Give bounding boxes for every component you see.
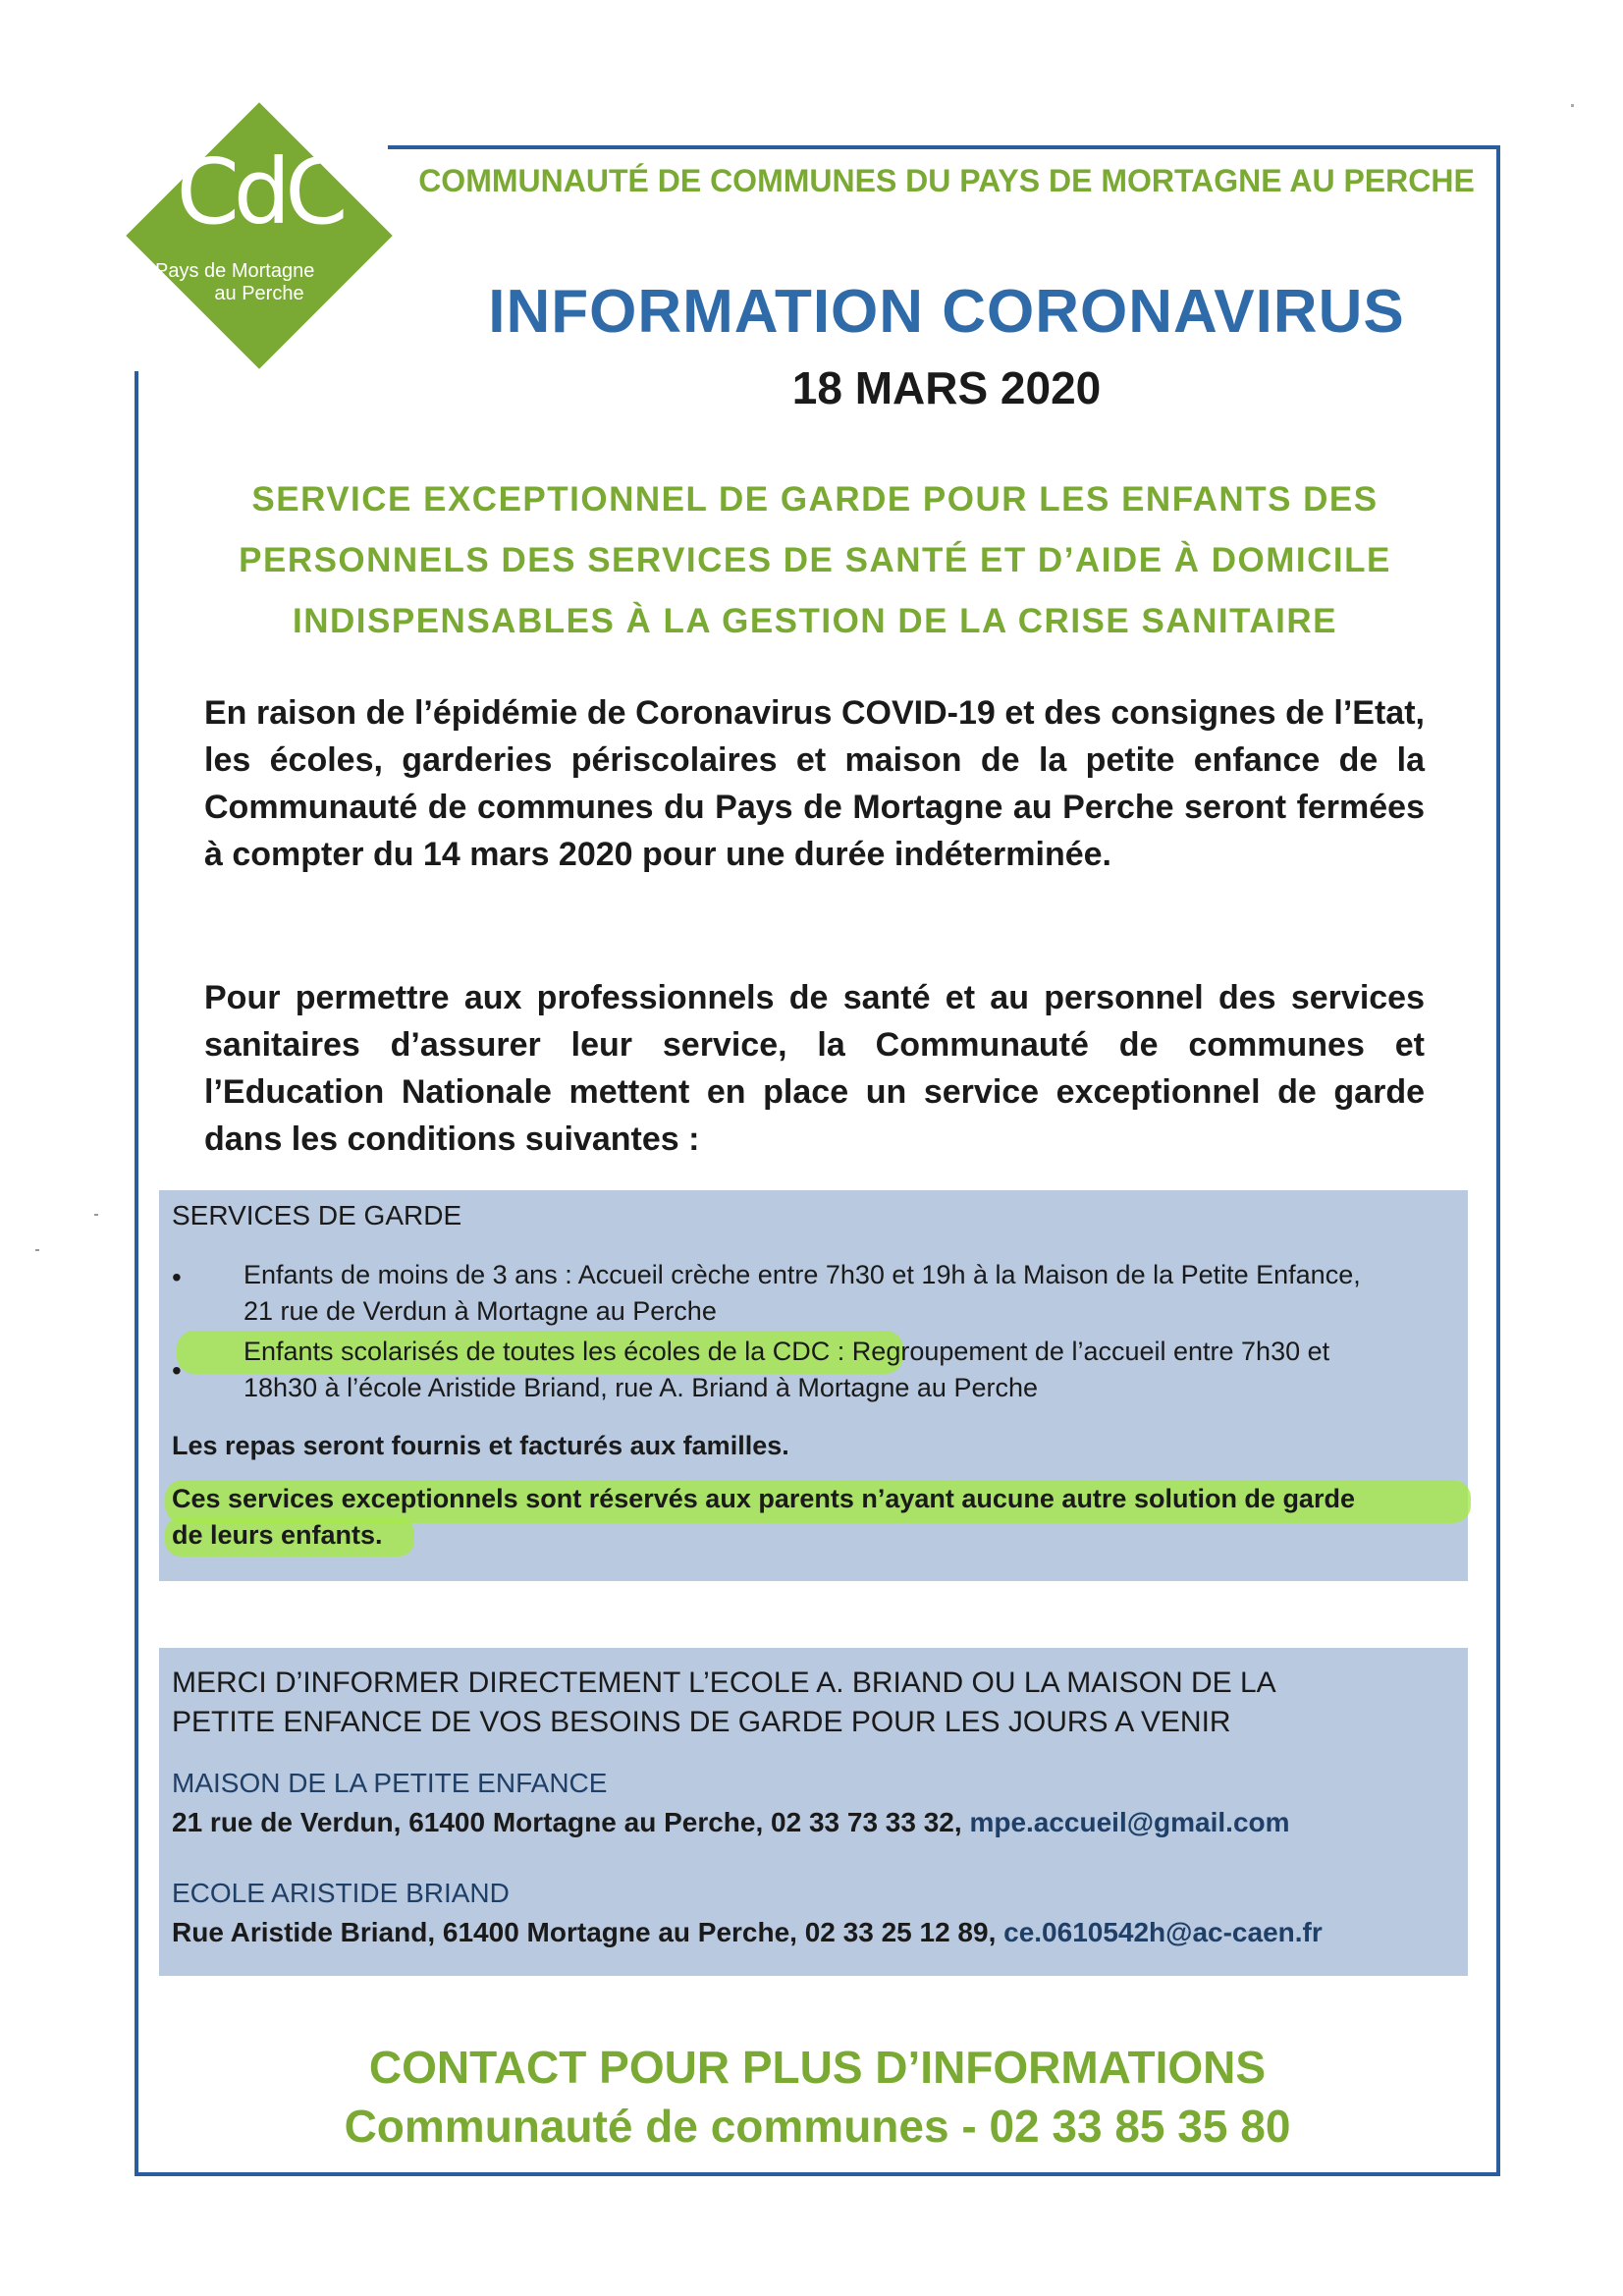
- frame-top-border: [388, 145, 1500, 149]
- scan-speck: [1571, 104, 1574, 107]
- ecole-contact: [172, 1917, 1323, 1948]
- list-item-line: 21 rue de Verdun à Mortagne au Perche: [243, 1296, 717, 1326]
- mpe-contact: [172, 1807, 1290, 1838]
- subheading-line: INDISPENSABLES À LA GESTION DE LA CRISE SANITAIRE: [293, 602, 1337, 640]
- date: 18 MARS 2020: [791, 362, 1102, 413]
- list-item: [243, 1257, 1451, 1330]
- logo-line-1: Pays de Mortagne: [155, 260, 315, 282]
- ecole-email-link[interactable]: ce.0610542h@ac-caen.fr: [1003, 1917, 1323, 1947]
- service-paragraph: Pour permettre aux professionnels de santé et au personnel des services sanitaires d’assurer leur service, la Communauté de communes et l’Education Nationale mettent en place un service exceptionnel de garde dans les conditions suivantes :: [204, 979, 1425, 1158]
- logo-line-2: au Perche: [214, 283, 304, 304]
- list-item-line: 18h30 à l’école Aristide Briand, rue A. Briand à Mortagne au Perche: [243, 1373, 1038, 1402]
- frame-left-border: [135, 371, 138, 2176]
- intro-paragraph: En raison de l’épidémie de Coronavirus COVID-19 et des consignes de l’Etat, les écoles, garderies périscolaires et maison de la petite enfance de la Communauté de communes du Pays de Mortagne au Perche seront fermées à compter du 14 mars 2020 pour une durée indéterminée.: [204, 694, 1425, 873]
- mpe-email-link[interactable]: mpe.accueil@gmail.com: [969, 1807, 1290, 1837]
- restriction-note: [172, 1481, 1458, 1554]
- mpe-name: MAISON DE LA PETITE ENFANCE: [172, 1768, 608, 1798]
- request-text: [172, 1664, 1448, 1742]
- contact-title: CONTACT POUR PLUS D’INFORMATIONS: [368, 2042, 1267, 2093]
- frame-right-border: [1496, 145, 1500, 2176]
- ecole-name: ECOLE ARISTIDE BRIAND: [172, 1878, 510, 1908]
- cdc-logo: [126, 102, 393, 369]
- subheading-line: SERVICE EXCEPTIONNEL DE GARDE POUR LES ENFANTS DES: [251, 480, 1379, 519]
- meals-note: Les repas seront fournis et facturés aux familles.: [172, 1431, 789, 1460]
- list-item: [243, 1334, 1451, 1406]
- logo-abbr: CdC: [176, 139, 343, 245]
- restriction-line: Ces services exceptionnels sont réservés aux parents n’ayant aucune autre solution de garde: [172, 1484, 1355, 1513]
- contact-phone: Communauté de communes - 02 33 85 35 80: [344, 2101, 1291, 2152]
- request-line: MERCI D’INFORMER DIRECTEMENT L’ECOLE A. BRIAND OU LA MAISON DE LA: [172, 1667, 1276, 1699]
- frame-bottom-border: [135, 2172, 1500, 2176]
- list-item-line: Enfants de moins de 3 ans : Accueil crèche entre 7h30 et 19h à la Maison de la Petite Enfance,: [243, 1260, 1361, 1289]
- services-heading: SERVICES DE GARDE: [172, 1200, 462, 1230]
- bullet-icon: •: [172, 1355, 182, 1386]
- page-title: INFORMATION CORONAVIRUS: [488, 278, 1405, 346]
- org-title: COMMUNAUTÉ DE COMMUNES DU PAYS DE MORTAGNE AU PERCHE: [418, 163, 1475, 198]
- request-line: PETITE ENFANCE DE VOS BESOINS DE GARDE POUR LES JOURS A VENIR: [172, 1706, 1231, 1738]
- subheading: [177, 469, 1453, 652]
- subheading-line: PERSONNELS DES SERVICES DE SANTÉ ET D’AIDE À DOMICILE: [239, 541, 1391, 579]
- ecole-address: Rue Aristide Briand, 61400 Mortagne au Perche, 02 33 25 12 89,: [172, 1917, 1004, 1947]
- mpe-address: 21 rue de Verdun, 61400 Mortagne au Perche, 02 33 73 33 32,: [172, 1807, 970, 1837]
- restriction-line: de leurs enfants.: [172, 1520, 383, 1550]
- scan-speck: [35, 1249, 39, 1251]
- bullet-icon: •: [172, 1262, 182, 1292]
- list-item-line: Enfants scolarisés de toutes les écoles de la CDC : Regroupement de l’accueil entre 7h30 et: [243, 1337, 1330, 1366]
- scan-speck: [94, 1214, 98, 1216]
